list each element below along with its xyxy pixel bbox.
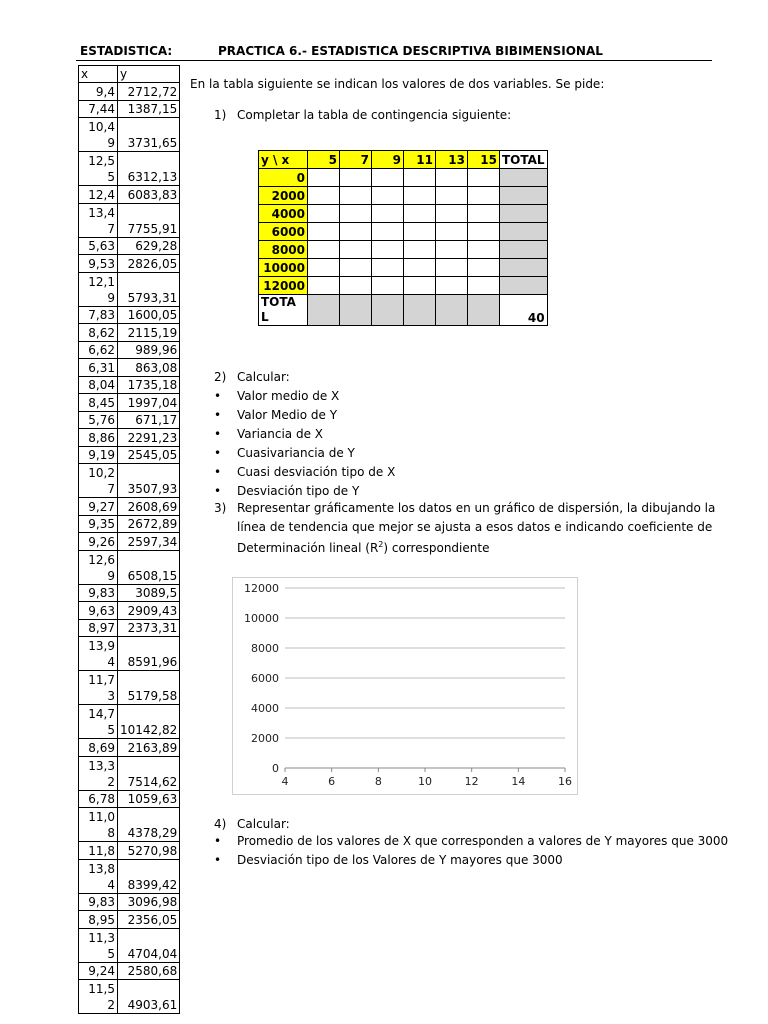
x-cell: 8,04	[79, 376, 118, 394]
bullet-icon: •	[214, 853, 222, 867]
contingency-cell	[308, 223, 340, 241]
contingency-col-total	[308, 295, 340, 326]
bullet-icon: •	[214, 465, 222, 479]
contingency-cell	[340, 277, 372, 295]
contingency-cell	[468, 169, 500, 187]
table-row	[79, 237, 180, 255]
table-row	[79, 602, 180, 620]
contingency-col-total	[340, 295, 372, 326]
table-row	[79, 306, 180, 324]
y-tick-label: 6000	[251, 672, 279, 685]
table-row	[79, 324, 180, 342]
contingency-grand-total: 40	[500, 295, 548, 326]
q2-number: 2)	[214, 370, 227, 384]
table-row	[79, 464, 180, 498]
contingency-row-total	[500, 187, 548, 205]
contingency-col-header: 9	[372, 151, 404, 169]
contingency-cell	[436, 241, 468, 259]
contingency-row-header: 12000	[259, 277, 308, 295]
x-cell: 9,83	[79, 584, 118, 602]
contingency-cell	[404, 277, 436, 295]
list-item: Cuasivariancia de Y	[237, 446, 355, 460]
q3-number: 3)	[214, 501, 227, 515]
x-cell: 5,76	[79, 411, 118, 429]
q3-line2: línea de tendencia que mejor se ajusta a esos datos e indicando coeficiente de	[237, 520, 713, 534]
x-tick-label: 6	[328, 775, 336, 788]
table-row	[79, 962, 180, 980]
y-cell: 7514,62	[118, 756, 180, 790]
x-cell: 13,9 4	[79, 637, 118, 671]
table-row	[79, 100, 180, 118]
table-row	[79, 118, 180, 152]
contingency-cell	[404, 169, 436, 187]
y-cell: 989,96	[118, 341, 180, 359]
bullet-icon: •	[214, 408, 222, 422]
contingency-row	[259, 187, 548, 205]
contingency-row-header: 6000	[259, 223, 308, 241]
x-cell: 6,78	[79, 790, 118, 808]
x-cell: 9,26	[79, 533, 118, 551]
contingency-cell	[372, 187, 404, 205]
q3-line3-a: Determinación lineal (R	[237, 541, 379, 555]
contingency-cell	[340, 205, 372, 223]
contingency-cell	[308, 241, 340, 259]
contingency-cell	[372, 205, 404, 223]
y-cell: 629,28	[118, 237, 180, 255]
contingency-total-row-label: TOTA L	[259, 295, 308, 326]
x-tick-label: 14	[511, 775, 526, 788]
contingency-row	[259, 205, 548, 223]
x-cell: 9,63	[79, 602, 118, 620]
table-row	[79, 859, 180, 893]
x-tick-label: 4	[281, 775, 289, 788]
y-cell: 2597,34	[118, 533, 180, 551]
list-item: Promedio de los valores de X que corresponden a valores de Y mayores que 3000	[237, 834, 729, 848]
table-row	[79, 756, 180, 790]
contingency-row-total	[500, 259, 548, 277]
y-tick-label: 2000	[251, 732, 279, 745]
x-cell: 13,4 7	[79, 203, 118, 237]
y-cell: 2373,31	[118, 619, 180, 637]
x-tick-label: 8	[374, 775, 382, 788]
bullet-icon: •	[214, 389, 222, 403]
x-tick-label: 10	[418, 775, 432, 788]
header-subject: ESTADISTICA:	[80, 44, 173, 58]
contingency-row-total	[500, 169, 548, 187]
list-item: Variancia de X	[237, 427, 323, 441]
contingency-corner: y \ x	[259, 151, 308, 169]
table-row	[79, 911, 180, 929]
x-cell: 12,5 5	[79, 152, 118, 186]
contingency-col-header: 15	[468, 151, 500, 169]
contingency-cell	[468, 205, 500, 223]
contingency-row-total	[500, 223, 548, 241]
contingency-cell	[308, 277, 340, 295]
x-cell: 10,4 9	[79, 118, 118, 152]
contingency-cell	[404, 205, 436, 223]
table-row	[79, 498, 180, 516]
x-cell: 8,95	[79, 911, 118, 929]
table-row	[79, 429, 180, 447]
table-row	[79, 619, 180, 637]
contingency-col-header: 7	[340, 151, 372, 169]
y-cell: 1600,05	[118, 306, 180, 324]
contingency-cell	[468, 187, 500, 205]
x-cell: 8,45	[79, 394, 118, 412]
y-cell: 2712,72	[118, 83, 180, 101]
list-item: Desviación tipo de los Valores de Y mayores que 3000	[237, 853, 563, 867]
list-item: Valor medio de X	[237, 389, 340, 403]
q3-line1: Representar gráficamente los datos en un gráfico de dispersión, la dibujando la	[237, 501, 716, 515]
y-cell: 2909,43	[118, 602, 180, 620]
x-cell: 13,3 2	[79, 756, 118, 790]
x-cell: 11,0 8	[79, 808, 118, 842]
contingency-cell	[468, 277, 500, 295]
q4-text: Calcular:	[237, 817, 290, 831]
intro-text: En la tabla siguiente se indican los valores de dos variables. Se pide:	[190, 77, 605, 91]
contingency-cell	[372, 169, 404, 187]
y-cell: 5793,31	[118, 272, 180, 306]
list-item: Desviación tipo de Y	[237, 484, 360, 498]
contingency-cell	[404, 223, 436, 241]
list-item: Valor Medio de Y	[237, 408, 338, 422]
x-cell: 7,83	[79, 306, 118, 324]
table-row	[79, 411, 180, 429]
y-cell: 2115,19	[118, 324, 180, 342]
contingency-col-total	[404, 295, 436, 326]
table-row	[79, 341, 180, 359]
x-cell: 8,86	[79, 429, 118, 447]
contingency-cell	[340, 169, 372, 187]
contingency-cell	[436, 277, 468, 295]
contingency-cell	[308, 169, 340, 187]
table-row	[79, 808, 180, 842]
x-tick-label: 16	[558, 775, 572, 788]
contingency-cell	[436, 223, 468, 241]
x-tick-label: 12	[464, 775, 479, 788]
x-cell: 7,44	[79, 100, 118, 118]
contingency-cell	[340, 187, 372, 205]
table-row	[79, 203, 180, 237]
x-cell: 6,31	[79, 359, 118, 377]
contingency-row-header: 0	[259, 169, 308, 187]
contingency-row-header: 10000	[259, 259, 308, 277]
y-cell: 6508,15	[118, 550, 180, 584]
bullet-icon: •	[214, 484, 222, 498]
table-row	[79, 671, 180, 705]
contingency-row-total	[500, 241, 548, 259]
contingency-cell	[436, 259, 468, 277]
y-cell: 1387,15	[118, 100, 180, 118]
y-cell: 4704,04	[118, 928, 180, 962]
x-cell: 6,62	[79, 341, 118, 359]
y-tick-label: 8000	[251, 642, 279, 655]
bullet-icon: •	[214, 427, 222, 441]
x-cell: 9,35	[79, 515, 118, 533]
y-cell: 4903,61	[118, 980, 180, 1014]
x-cell: 9,27	[79, 498, 118, 516]
table-row	[79, 790, 180, 808]
x-cell: 12,6 9	[79, 550, 118, 584]
contingency-row-header: 2000	[259, 187, 308, 205]
y-tick-label: 0	[272, 762, 279, 775]
bullet-icon: •	[214, 446, 222, 460]
contingency-cell	[436, 205, 468, 223]
contingency-cell	[308, 187, 340, 205]
contingency-row-header: 4000	[259, 205, 308, 223]
x-cell: 11,7 3	[79, 671, 118, 705]
table-row	[79, 83, 180, 101]
x-cell: 9,4	[79, 83, 118, 101]
x-cell: 11,8	[79, 842, 118, 860]
q1-number: 1)	[214, 108, 227, 122]
table-header-x: x	[79, 66, 118, 83]
table-row	[79, 893, 180, 911]
contingency-total-header: TOTAL	[500, 151, 548, 169]
y-cell: 2672,89	[118, 515, 180, 533]
table-header-y: y	[118, 66, 180, 83]
table-row	[79, 376, 180, 394]
contingency-cell	[404, 259, 436, 277]
contingency-row	[259, 223, 548, 241]
y-cell: 10142,82	[118, 705, 180, 739]
x-cell: 8,69	[79, 739, 118, 757]
contingency-col-total	[372, 295, 404, 326]
contingency-cell	[436, 169, 468, 187]
contingency-cell	[372, 277, 404, 295]
y-cell: 1997,04	[118, 394, 180, 412]
contingency-cell	[468, 241, 500, 259]
y-cell: 5270,98	[118, 842, 180, 860]
q2-text: Calcular:	[237, 370, 290, 384]
y-cell: 3089,5	[118, 584, 180, 602]
q3-line3-b: ) correspondiente	[383, 541, 490, 555]
y-cell: 2580,68	[118, 962, 180, 980]
y-cell: 1735,18	[118, 376, 180, 394]
contingency-col-header: 5	[308, 151, 340, 169]
table-row	[79, 272, 180, 306]
scatter-chart	[232, 577, 578, 795]
x-cell: 9,83	[79, 893, 118, 911]
y-cell: 2291,23	[118, 429, 180, 447]
contingency-cell	[340, 241, 372, 259]
contingency-cell	[436, 187, 468, 205]
contingency-cell	[404, 187, 436, 205]
y-cell: 8399,42	[118, 859, 180, 893]
contingency-cell	[404, 241, 436, 259]
contingency-cell	[468, 223, 500, 241]
y-cell: 2608,69	[118, 498, 180, 516]
contingency-cell	[372, 223, 404, 241]
table-row	[79, 928, 180, 962]
contingency-col-header: 11	[404, 151, 436, 169]
y-cell: 6312,13	[118, 152, 180, 186]
contingency-row-header: 8000	[259, 241, 308, 259]
x-cell: 12,4	[79, 186, 118, 204]
table-row	[79, 186, 180, 204]
x-cell: 11,5 2	[79, 980, 118, 1014]
contingency-row	[259, 169, 548, 187]
list-item: Cuasi desviación tipo de X	[237, 465, 396, 479]
table-row	[79, 446, 180, 464]
table-row	[79, 637, 180, 671]
x-cell: 9,19	[79, 446, 118, 464]
header-title: PRACTICA 6.- ESTADISTICA DESCRIPTIVA BIBIMENSIONAL	[218, 44, 603, 58]
contingency-cell	[308, 205, 340, 223]
x-cell: 11,3 5	[79, 928, 118, 962]
table-row	[79, 152, 180, 186]
table-row	[79, 739, 180, 757]
contingency-cell	[372, 241, 404, 259]
table-row	[79, 550, 180, 584]
y-cell: 2163,89	[118, 739, 180, 757]
contingency-col-header: 13	[436, 151, 468, 169]
x-cell: 8,97	[79, 619, 118, 637]
contingency-cell	[308, 259, 340, 277]
contingency-row	[259, 277, 548, 295]
table-row	[79, 842, 180, 860]
y-tick-label: 12000	[244, 582, 279, 595]
contingency-col-total	[468, 295, 500, 326]
y-cell: 1059,63	[118, 790, 180, 808]
y-tick-label: 4000	[251, 702, 279, 715]
contingency-cell	[340, 259, 372, 277]
header-divider	[76, 60, 712, 61]
contingency-row-total	[500, 277, 548, 295]
data-table	[78, 65, 180, 1014]
x-cell: 9,53	[79, 255, 118, 273]
bullet-icon: •	[214, 834, 222, 848]
contingency-row	[259, 259, 548, 277]
table-row	[79, 255, 180, 273]
y-cell: 8591,96	[118, 637, 180, 671]
y-cell: 3096,98	[118, 893, 180, 911]
contingency-col-total	[436, 295, 468, 326]
x-cell: 8,62	[79, 324, 118, 342]
y-cell: 7755,91	[118, 203, 180, 237]
x-cell: 14,7 5	[79, 705, 118, 739]
y-tick-label: 10000	[244, 612, 279, 625]
table-row	[79, 980, 180, 1014]
y-cell: 2826,05	[118, 255, 180, 273]
y-cell: 6083,83	[118, 186, 180, 204]
y-cell: 3731,65	[118, 118, 180, 152]
y-cell: 5179,58	[118, 671, 180, 705]
x-cell: 9,24	[79, 962, 118, 980]
contingency-table	[258, 150, 548, 326]
y-cell: 671,17	[118, 411, 180, 429]
chart-svg	[233, 578, 577, 794]
table-row	[79, 533, 180, 551]
y-cell: 2545,05	[118, 446, 180, 464]
contingency-row	[259, 241, 548, 259]
contingency-cell	[468, 259, 500, 277]
table-row	[79, 515, 180, 533]
table-row	[79, 705, 180, 739]
contingency-cell	[340, 223, 372, 241]
q1-text: Completar la tabla de contingencia siguiente:	[237, 108, 512, 122]
x-cell: 5,63	[79, 237, 118, 255]
contingency-cell	[372, 259, 404, 277]
y-cell: 3507,93	[118, 464, 180, 498]
y-cell: 4378,29	[118, 808, 180, 842]
table-row	[79, 584, 180, 602]
y-cell: 863,08	[118, 359, 180, 377]
x-cell: 13,8 4	[79, 859, 118, 893]
contingency-total-row	[259, 295, 548, 326]
q3-line3	[237, 540, 489, 555]
q4-number: 4)	[214, 817, 227, 831]
y-cell: 2356,05	[118, 911, 180, 929]
table-row	[79, 359, 180, 377]
table-row	[79, 394, 180, 412]
x-cell: 10,2 7	[79, 464, 118, 498]
q3-line3-sup: 2	[378, 540, 384, 549]
contingency-row-total	[500, 205, 548, 223]
x-cell: 12,1 9	[79, 272, 118, 306]
